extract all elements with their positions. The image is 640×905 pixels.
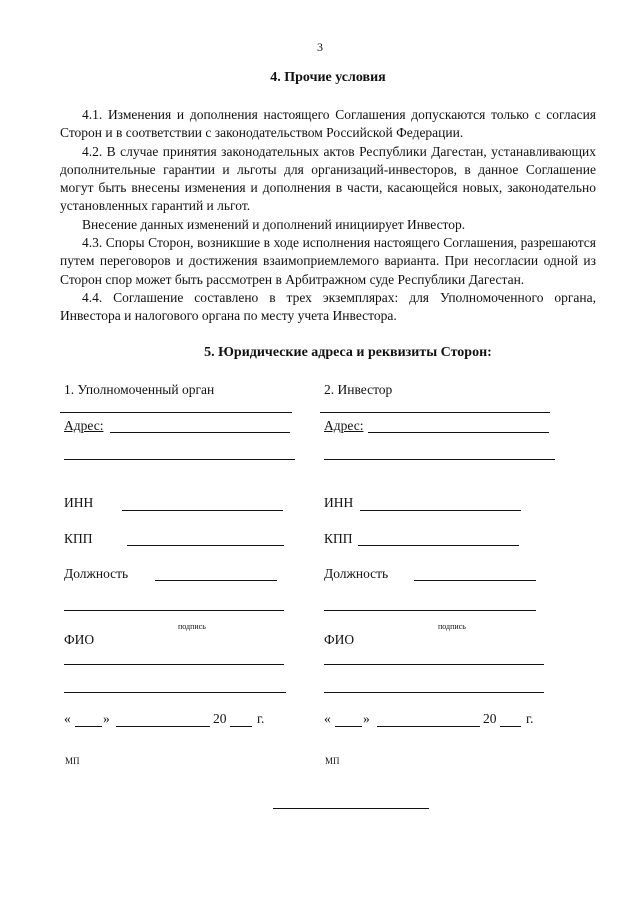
- date-day-field[interactable]: [335, 726, 362, 727]
- section-5-title: 5. Юридические адреса и реквизиты Сторон:: [204, 345, 492, 360]
- date-open-quote: «: [324, 711, 331, 726]
- party-heading: 1. Уполномоченный орган: [64, 382, 215, 397]
- section-4-body: [60, 106, 596, 326]
- heading-line[interactable]: [320, 412, 550, 413]
- address-field-2[interactable]: [324, 459, 555, 460]
- date-close-quote: »: [103, 711, 110, 726]
- clause-4-2-note: Внесение данных изменений и дополнений инициирует Инвестор.: [82, 216, 466, 232]
- clause-4-2: 4.2. В случае принятия законодательных актов Республики Дагестан, устанавливающих дополнительные гарантии и льготы для организаций-инвесторов, в данное Соглашение могут быть внесены изменения и дополнения в части, касающейся новых, законодательно установленных гарантий и льгот.: [60, 143, 596, 214]
- inn-field[interactable]: [122, 510, 283, 511]
- inn-label: ИНН: [324, 495, 354, 510]
- position-field[interactable]: [414, 580, 536, 581]
- fio-label: ФИО: [64, 632, 95, 647]
- position-label: Должность: [324, 566, 389, 581]
- signature-caption: подпись: [178, 622, 206, 631]
- stamp-label: МП: [325, 756, 340, 766]
- date-year-suffix: г.: [257, 711, 265, 726]
- date-month-field[interactable]: [377, 726, 480, 727]
- fio-field-2[interactable]: [324, 692, 544, 693]
- signature-caption: подпись: [438, 622, 466, 631]
- date-year-suffix: г.: [526, 711, 534, 726]
- kpp-field[interactable]: [127, 545, 284, 546]
- date-year-prefix: 20: [213, 711, 227, 726]
- date-year-field[interactable]: [230, 726, 252, 727]
- date-close-quote: »: [363, 711, 370, 726]
- date-month-field[interactable]: [116, 726, 210, 727]
- party-heading: 2. Инвестор: [324, 382, 393, 397]
- fio-field-2[interactable]: [64, 692, 286, 693]
- page-number: 3: [317, 40, 323, 54]
- address-field-2[interactable]: [64, 459, 295, 460]
- date-day-field[interactable]: [75, 726, 102, 727]
- inn-label: ИНН: [64, 495, 94, 510]
- signature-line[interactable]: [64, 610, 284, 611]
- address-label: Адрес:: [64, 418, 104, 433]
- clause-4-3: 4.3. Споры Сторон, возникшие в ходе исполнения настоящего Соглашения, разрешаются путем переговоров и достижения взаимоприемлемого варианта. При несогласии одной из Сторон спор может быть рассмотрен в Арбитражном суде Республики Дагестан.: [60, 235, 596, 287]
- position-label: Должность: [64, 566, 129, 581]
- address-label: Адрес:: [324, 418, 364, 433]
- kpp-label: КПП: [324, 531, 353, 546]
- section-4-title: 4. Прочие условия: [270, 70, 386, 85]
- position-field[interactable]: [155, 580, 277, 581]
- heading-line[interactable]: [60, 412, 292, 413]
- clause-4-1: 4.1. Изменения и дополнения настоящего Соглашения допускаются только с согласия Сторон и в соответствии с законодательством Российской Федерации.: [60, 107, 596, 141]
- fio-field[interactable]: [64, 664, 284, 665]
- clause-4-4: 4.4. Соглашение составлено в трех экземплярах: для Уполномоченного органа, Инвестора и налогового органа по месту учета Инвестора.: [60, 289, 596, 324]
- date-year-prefix: 20: [483, 711, 497, 726]
- inn-field[interactable]: [360, 510, 521, 511]
- fio-field[interactable]: [324, 664, 544, 665]
- kpp-label: КПП: [64, 531, 93, 546]
- kpp-field[interactable]: [358, 545, 519, 546]
- fio-label: ФИО: [324, 632, 355, 647]
- date-year-field[interactable]: [500, 726, 521, 727]
- bottom-rule: [273, 808, 429, 809]
- address-field[interactable]: [368, 432, 549, 433]
- address-field[interactable]: [110, 432, 290, 433]
- stamp-label: МП: [65, 756, 80, 766]
- date-open-quote: «: [64, 711, 71, 726]
- signature-line[interactable]: [324, 610, 536, 611]
